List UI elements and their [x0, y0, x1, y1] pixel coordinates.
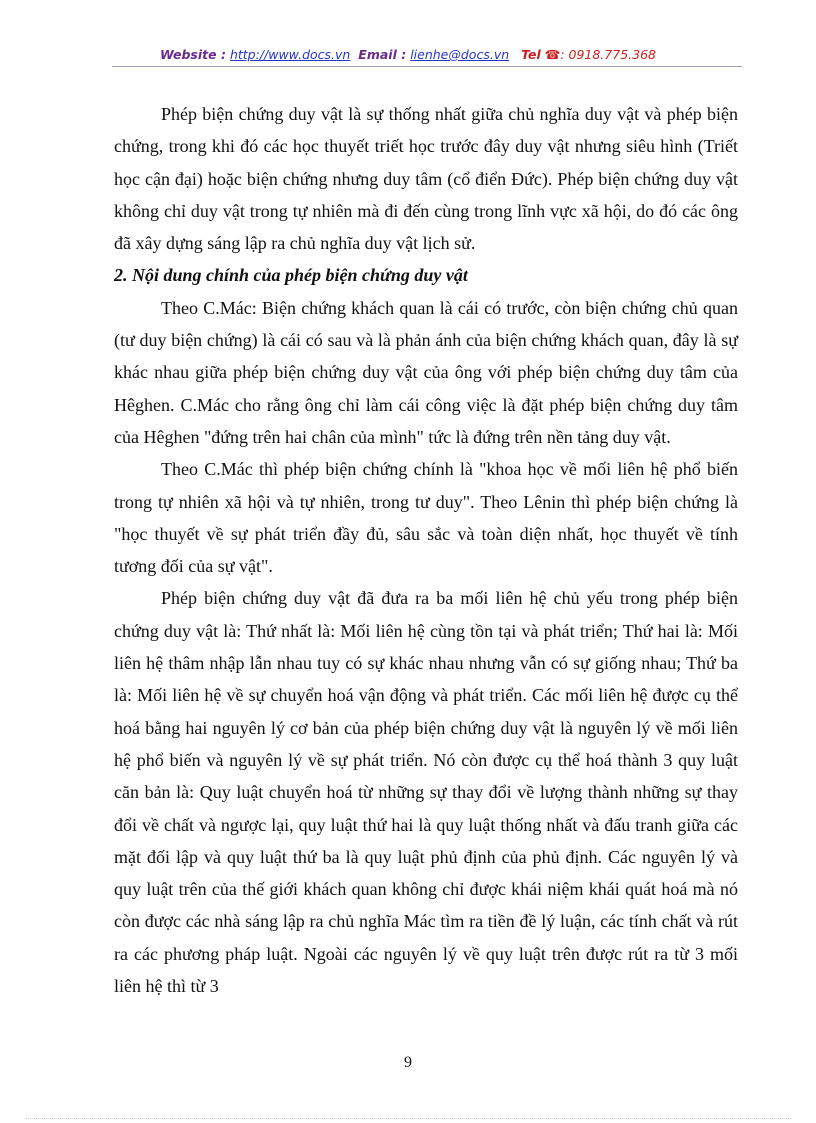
- section-heading: 2. Nội dung chính của phép biện chứng duy vật: [114, 265, 468, 286]
- tel-number: : 0918.775.368: [560, 47, 656, 62]
- website-link[interactable]: http://www.docs.vn: [229, 47, 351, 62]
- page-number: 9: [404, 1054, 412, 1071]
- paragraph: Phép biện chứng duy vật là sự thống nhất giữa chủ nghĩa duy vật và phép biện chứng, trong khi đó các học thuyết triết học trước đây duy vật nhưng siêu hình (Triết học cận đại) hoặc biện chứng nhưng duy tâm (cổ điển Đức). Phép biện chứng duy vật không chỉ duy vật trong tự nhiên mà đi đến cùng trong lĩnh vực xã hội, do đó các ông đã xây dựng sáng lập ra chủ nghĩa duy vật lịch sử.: [114, 104, 738, 254]
- paragraph: Theo C.Mác: Biện chứng khách quan là cái có trước, còn biện chứng chủ quan (tư duy biện chứng) là cái có sau và là phản ánh của biện chứng khách quan, đây là sự khác nhau giữa phép biện chứng duy vật của ông với phép biện chứng duy tâm của Hêghen. C.Mác cho rằng ông chỉ làm cái công việc là đặt phép biện chứng duy tâm của Hêghen "đứng trên hai chân của mình" tức là đứng trên nền tảng duy vật.: [114, 297, 738, 447]
- email-link[interactable]: lienhe@docs.vn: [410, 47, 510, 62]
- paragraph: Theo C.Mác thì phép biện chứng chính là "khoa học về mối liên hệ phổ biến trong tự nhiên xã hội và tự nhiên, trong tư duy". Theo Lênin thì phép biện chứng là "học thuyết về sự phát triển đầy đủ, sâu sắc và toàn diện nhất, học thuyết về tính tương đối của sự vật".: [114, 459, 738, 577]
- email-label: Email :: [358, 47, 407, 62]
- website-label: Website :: [160, 47, 226, 62]
- paragraph: Phép biện chứng duy vật đã đưa ra ba mối liên hệ chủ yếu trong phép biện chứng duy vật là: Thứ nhất là: Mối liên hệ cùng tồn tại và phát triển; Thứ hai là: Mối liên hệ thâm nhập lẫn nhau tuy có sự khác nhau nhưng vẫn có sự giống nhau; Thứ ba là: Mối liên hệ về sự chuyển hoá vận động và phát triển. Các mối liên hệ được cụ thể hoá bằng hai nguyên lý cơ bản của phép biện chứng duy vật là nguyên lý về mối liên hệ phổ biến và nguyên lý về sự phát triển. Nó còn được cụ thể hoá thành 3 quy luật căn bản là: Quy luật chuyển hoá từ những sự thay đổi về lượng thành những sự thay đổi về chất và ngược lại, quy luật thứ hai là quy luật thống nhất và đấu tranh giữa các mặt đối lập và quy luật thứ ba là quy luật phủ định của phủ định. Các nguyên lý và quy luật trên của thế giới khách quan không chỉ được khái niệm khái quát hoá mà nó còn được các nhà sáng lập ra chủ nghĩa Mác tìm ra tiền đề lý luận, các tính chất và rút ra các phương pháp luật. Ngoài các nguyên lý về quy luật trên được rút ra từ 3 mối liên hệ thì từ 3: [114, 588, 738, 997]
- document-body: [114, 98, 738, 1002]
- page-header: [0, 47, 816, 62]
- footer-divider: [25, 1118, 791, 1119]
- header-divider: [112, 66, 742, 67]
- tel-label: Tel: [521, 47, 541, 62]
- phone-icon: ☎: [544, 47, 561, 62]
